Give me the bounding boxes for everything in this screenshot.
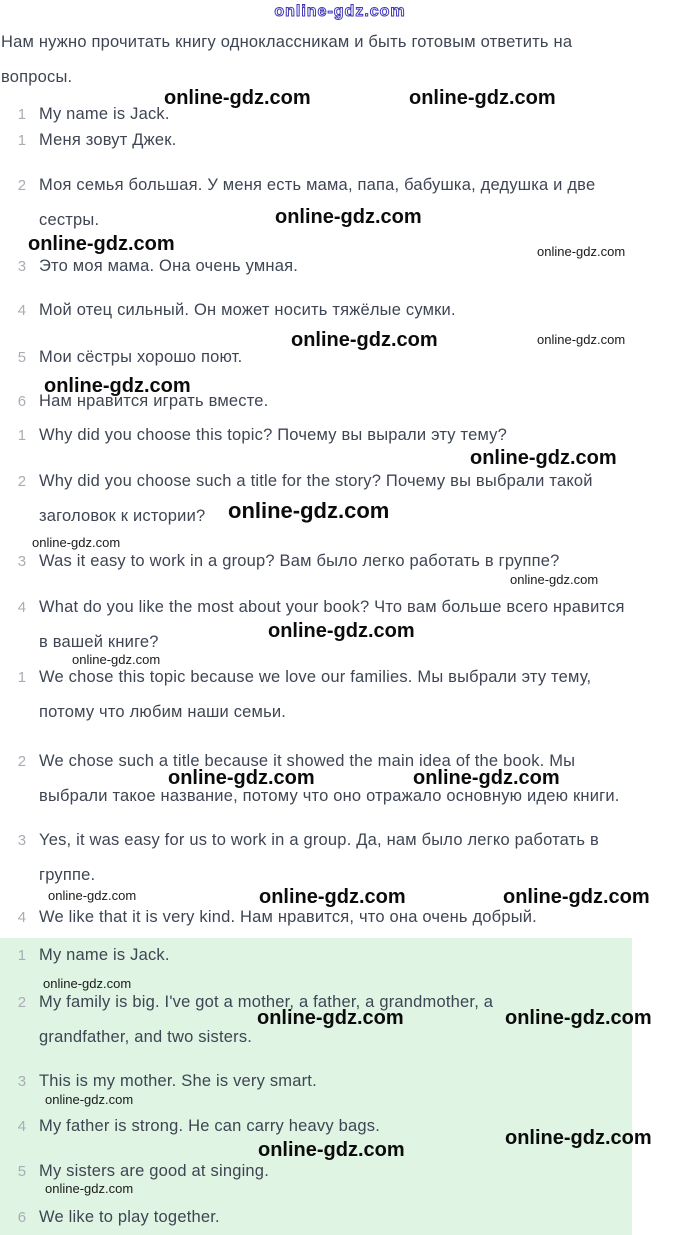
list-item-text: в вашей книге? (39, 633, 159, 651)
watermark-small: online-gdz.com (45, 1092, 134, 1107)
list-item-number: 3 (17, 1073, 27, 1090)
watermark-bold: online-gdz.com (409, 87, 556, 109)
story-item (15, 123, 176, 158)
watermark-bold: online-gdz.com (28, 233, 175, 255)
watermark-bold: online-gdz.com (470, 447, 617, 469)
list-item-number: 5 (17, 1163, 27, 1180)
list-item-text: потому что любим наши семьи. (39, 703, 287, 721)
list-item-text: My sisters are good at singing. (39, 1162, 269, 1180)
list-item-number: 1 (17, 947, 27, 964)
list-item-text: Мои сёстры хорошо поют. (39, 348, 243, 366)
list-item-text: Мой отец сильный. Он может носить тяжёлые сумки. (39, 301, 456, 319)
list-item-text: группе. (39, 866, 96, 884)
watermark-small: online-gdz.com (45, 1181, 134, 1196)
list-item-number: 2 (17, 177, 27, 194)
watermark-bold: online-gdz.com (259, 886, 406, 908)
watermark-bold: online-gdz.com (44, 375, 191, 397)
list-item-number: 4 (17, 599, 27, 616)
task-description-line: Нам нужно прочитать книгу одноклассникам и быть готовым ответить на (1, 33, 573, 51)
watermark-bold: online-gdz.com (275, 206, 422, 228)
list-item-number: 1 (17, 427, 27, 444)
list-item-text: My family is big. I've got a mother, a father, a grandmother, a (39, 993, 494, 1011)
task-description (1, 25, 572, 95)
list-item-text: выбрали такое название, потому что оно отражало основную идею книги. (39, 787, 620, 805)
highlighted-item (15, 985, 493, 1055)
watermark-small: online-gdz.com (72, 652, 161, 667)
list-item-number: 1 (17, 132, 27, 149)
list-item-number: 4 (17, 909, 27, 926)
watermark-bold: online-gdz.com (168, 767, 315, 789)
watermark-small: online-gdz.com (537, 244, 626, 259)
list-item-text: This is my mother. She is very smart. (39, 1072, 317, 1090)
list-item-text: Was it easy to work in a group? Вам было легко работать в группе? (39, 552, 560, 570)
list-item-number: 3 (17, 832, 27, 849)
list-item-text: сестры. (39, 211, 100, 229)
watermark-bold: online-gdz.com (291, 329, 438, 351)
watermark-bold: online-gdz.com (164, 87, 311, 109)
list-item-text: We like that it is very kind. Нам нравится, что она очень добрый. (39, 908, 537, 926)
watermark-bold: online-gdz.com (258, 1139, 405, 1161)
answer-item (15, 660, 591, 730)
list-item-text: My name is Jack. (39, 105, 170, 123)
watermark-small: online-gdz.com (510, 572, 599, 587)
list-item-text: Моя семья большая. У меня есть мама, папа, бабушка, дедушка и две (39, 176, 596, 194)
list-item-text: Why did you choose such a title for the story? Почему вы выбрали такой (39, 472, 593, 490)
watermark-bold: online-gdz.com (505, 1007, 652, 1029)
list-item-text: My name is Jack. (39, 946, 170, 964)
list-item-number: 1 (17, 106, 27, 123)
watermark-small: online-gdz.com (537, 332, 626, 347)
list-item-number: 3 (17, 553, 27, 570)
list-item-text: Это моя мама. Она очень умная. (39, 257, 299, 275)
list-item-number: 6 (17, 1209, 27, 1226)
list-item-text: What do you like the most about your book? Что вам больше всего нравится (39, 598, 625, 616)
list-item-text: Нам нравится играть вместе. (39, 392, 269, 410)
list-item-text: We like to play together. (39, 1208, 220, 1226)
watermark-small: online-gdz.com (32, 535, 121, 550)
highlighted-item (15, 1200, 220, 1235)
list-item-number: 5 (17, 349, 27, 366)
list-item-text: My father is strong. He can carry heavy bags. (39, 1117, 380, 1135)
highlighted-item (15, 938, 170, 973)
list-item-number: 4 (17, 302, 27, 319)
list-item-number: 6 (17, 393, 27, 410)
watermark-bold: online-gdz.com (505, 1127, 652, 1149)
watermark-bold: online-gdz.com (413, 767, 560, 789)
question-item (15, 418, 507, 453)
list-item-number: 2 (17, 473, 27, 490)
list-item-text: заголовок к истории? (39, 507, 206, 525)
task-description-line: вопросы. (1, 68, 73, 86)
list-item-number: 2 (17, 994, 27, 1011)
watermark-bold: online-gdz.com (257, 1007, 404, 1029)
watermark-outline: online-gdz.com (274, 3, 406, 20)
list-item-text: Меня зовут Джек. (39, 131, 177, 149)
list-item-text: We chose such a title because it showed the main idea of the book. Мы (39, 752, 576, 770)
list-item-text: Why did you choose this topic? Почему вы вырали эту тему? (39, 426, 508, 444)
watermark-small: online-gdz.com (48, 888, 137, 903)
list-item-text: Yes, it was easy for us to work in a group. Да, нам было легко работать в (39, 831, 599, 849)
answer-item (15, 823, 599, 893)
list-item-number: 4 (17, 1118, 27, 1135)
watermark-bold: online-gdz.com (228, 498, 390, 523)
list-item-number: 1 (17, 669, 27, 686)
watermark-bold: online-gdz.com (268, 620, 415, 642)
list-item-text: We chose this topic because we love our families. Мы выбрали эту тему, (39, 668, 592, 686)
watermark-small: online-gdz.com (43, 976, 132, 991)
list-item-number: 2 (17, 753, 27, 770)
list-item-text: grandfather, and two sisters. (39, 1028, 253, 1046)
list-item-number: 3 (17, 258, 27, 275)
watermark-bold: online-gdz.com (503, 886, 650, 908)
story-item (15, 293, 456, 328)
story-item (15, 340, 242, 375)
